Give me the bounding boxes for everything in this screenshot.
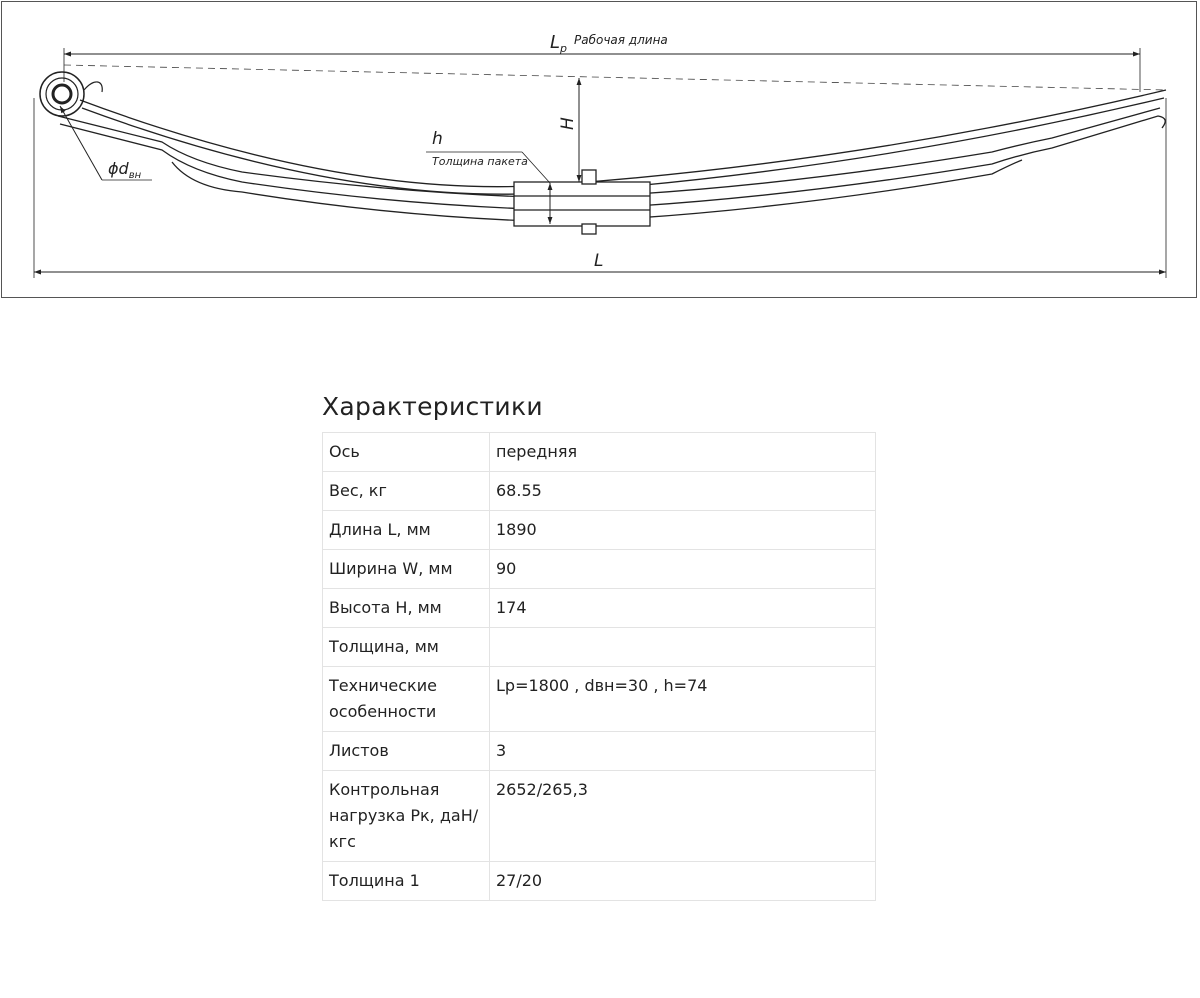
lp-label: $L_p$	[550, 32, 568, 55]
spec-value: Lp=1800 , dвн=30 , h=74	[490, 667, 876, 732]
table-row	[323, 771, 876, 862]
leaf-spring-drawing	[1, 1, 1197, 298]
center-clamp	[514, 170, 650, 234]
spec-value: 174	[490, 589, 876, 628]
h-thickness-label: h	[432, 129, 443, 149]
spec-key: Толщина, мм	[323, 628, 490, 667]
spec-key: Высота H, мм	[323, 589, 490, 628]
diameter-leader	[60, 106, 102, 180]
table-row	[323, 433, 876, 472]
spec-value: 90	[490, 550, 876, 589]
spec-key: Технические особенности	[323, 667, 490, 732]
leaf-spring-svg	[2, 2, 1198, 299]
spring-eye	[40, 72, 102, 116]
spec-key: Ширина W, мм	[323, 550, 490, 589]
spec-key: Листов	[323, 732, 490, 771]
package-thickness-label: Толщина пакета	[432, 155, 528, 168]
spec-key: Длина L, мм	[323, 511, 490, 550]
table-row	[323, 732, 876, 771]
table-row	[323, 511, 876, 550]
h-height-label: H	[558, 117, 578, 130]
table-row	[323, 589, 876, 628]
spec-value: 2652/265,3	[490, 771, 876, 862]
spec-key: Толщина 1	[323, 862, 490, 901]
specs-section	[322, 392, 876, 901]
spec-value: 27/20	[490, 862, 876, 901]
table-row	[323, 628, 876, 667]
spec-value: 1890	[490, 511, 876, 550]
spec-key: Вес, кг	[323, 472, 490, 511]
spec-value	[490, 628, 876, 667]
spec-value: 68.55	[490, 472, 876, 511]
working-length-label: Рабочая длина	[574, 33, 668, 47]
specs-table	[322, 432, 876, 901]
spec-key: Ось	[323, 433, 490, 472]
table-row	[323, 550, 876, 589]
specs-title: Характеристики	[322, 392, 543, 421]
reference-dashed-line	[64, 65, 1166, 90]
table-row	[323, 472, 876, 511]
spec-value: 3	[490, 732, 876, 771]
table-row	[323, 862, 876, 901]
l-length-label: L	[594, 251, 604, 271]
spec-value: передняя	[490, 433, 876, 472]
diameter-label: $\phi d_{вн}$	[108, 159, 142, 181]
spec-key: Контрольная нагрузка Pк, даН/кгс	[323, 771, 490, 862]
table-row	[323, 667, 876, 732]
